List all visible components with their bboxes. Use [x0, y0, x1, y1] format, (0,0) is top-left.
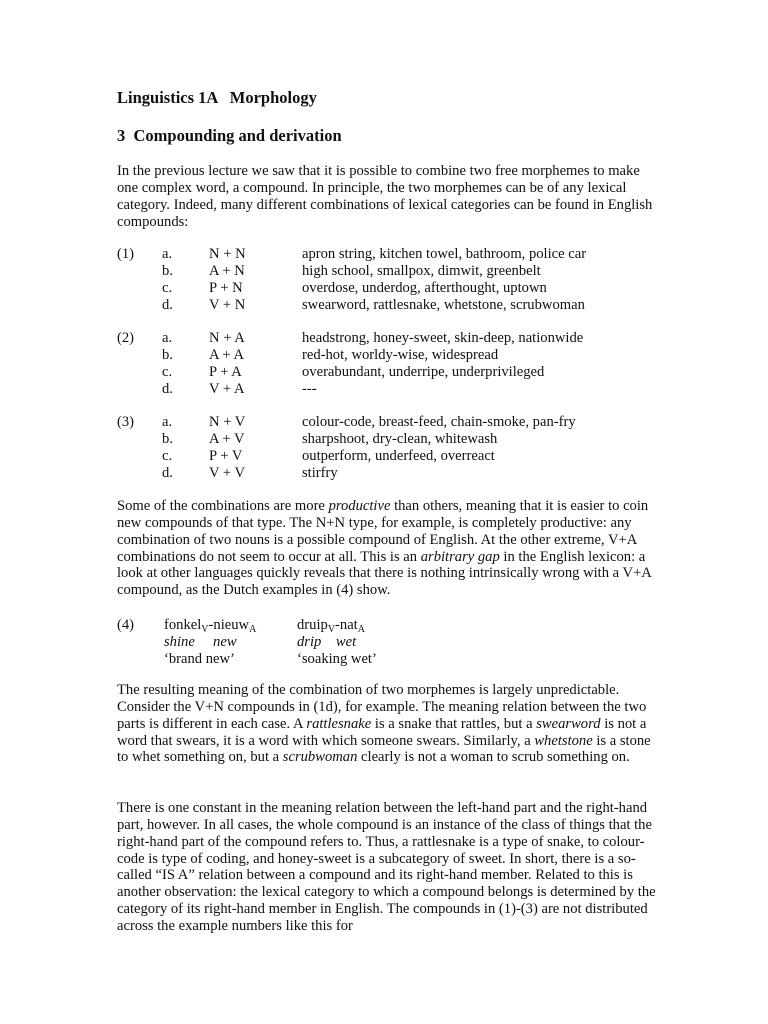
category-pattern: P + N: [209, 279, 243, 296]
category-pattern: V + V: [209, 464, 246, 481]
category-pattern: N + A: [209, 330, 245, 346]
text-run: in the English lexicon: a look at other languages quickly reveals that there is nothing intrinsically wrong with a V+A compound, as the Dutch examples in (4) show.: [117, 548, 652, 599]
gloss: drip wet: [297, 633, 357, 650]
document-title: Linguistics 1A Morphology: [117, 88, 317, 107]
category-pattern: A + V: [209, 430, 245, 447]
text-run: Some of the combinations are more: [117, 498, 329, 514]
text-run: The resulting meaning of the combination of two morphemes is largely unpredictable. Consider the V+N compounds in (1d), for example. The meaning relation between the two parts is different in each case. A: [117, 682, 647, 732]
italic-term: swearword: [536, 715, 601, 732]
category-pattern: P + V: [209, 447, 243, 464]
morpheme: -nat: [335, 617, 358, 633]
example-letter: c.: [162, 447, 173, 464]
section-heading: 3 Compounding and derivation: [117, 126, 342, 145]
text-run: is not a word that swears, it is a word with which someone swears. Similarly, a: [117, 715, 647, 749]
meaning-paragraph: [117, 682, 657, 766]
example-letter: a.: [162, 414, 173, 430]
example-letter: b.: [162, 262, 173, 279]
example-letter: d.: [162, 464, 173, 481]
example-letter: b.: [162, 430, 173, 447]
category-subscript: V: [327, 624, 336, 635]
category-pattern: N + V: [209, 414, 246, 430]
text-run: than others, meaning that it is easier to coin new compounds of that type. The N+N type, for example, is completely productive: any combination of two nouns is a possible compound of English. At the other extreme, V+A combinations do not seem to occur at all. This is an: [117, 498, 649, 565]
example-letter: a.: [162, 330, 173, 346]
category-subscript: A: [357, 624, 365, 635]
example-letter: d.: [162, 380, 173, 397]
category-pattern: V + A: [209, 380, 245, 397]
productivity-paragraph: [117, 498, 657, 599]
translation: ‘brand new’: [164, 650, 235, 667]
example-number: (2): [117, 330, 135, 346]
example-letter: c.: [162, 363, 173, 380]
example-number: (3): [117, 414, 135, 430]
example-words: apron string, kitchen towel, bathroom, police car: [302, 246, 587, 262]
dutch-compound: [297, 617, 365, 634]
example-words: overdose, underdog, afterthought, uptown: [302, 279, 547, 296]
example-number: (4): [117, 617, 135, 633]
gloss: shine new: [164, 633, 237, 650]
italic-term: scrubwoman: [282, 749, 358, 766]
category-pattern: V + N: [209, 296, 246, 313]
morpheme: fonkel: [164, 617, 202, 633]
intro-paragraph: In the previous lecture we saw that it is possible to combine two free morphemes to make one complex word, a compound. In principle, the two morphemes can be of any lexical category. Indeed, many different combinations of lexical categories can be found in English compounds:: [117, 163, 653, 230]
example-words: red-hot, worldy-wise, widespread: [302, 346, 499, 363]
category-subscript: V: [201, 624, 209, 635]
dutch-compound: [164, 617, 256, 634]
text-run: clearly is not a woman to scrub something on.: [357, 749, 630, 766]
example-words: sharpshoot, dry-clean, whitewash: [302, 430, 498, 447]
example-letter: b.: [162, 346, 173, 363]
example-words: overabundant, underripe, underprivileged: [302, 363, 545, 380]
text-run: is a stone to whet something on, but a: [117, 732, 651, 766]
morpheme: druip: [297, 617, 328, 633]
example-letter: a.: [162, 246, 173, 262]
text-run: is a snake that rattles, but a: [371, 715, 537, 732]
example-words: high school, smallpox, dimwit, greenbelt: [302, 262, 541, 279]
translation: ‘soaking wet’: [297, 650, 377, 667]
example-words: stirfry: [302, 464, 338, 481]
italic-term: productive: [328, 498, 391, 514]
italic-term: rattlesnake: [306, 715, 372, 732]
morpheme: -nieuw: [208, 617, 250, 633]
is-a-paragraph: There is one constant in the meaning relation between the left-hand part and the right-hand part, however. In all cases, the whole compound is an instance of the class of things that the right-hand part of the compound refers to. Thus, a rattlesnake is a type of snake, to colour-code is type of coding, and honey-sweet is a subcategory of sweet. In short, there is a so-called “IS A” relation between a compound and its right-hand member. Related to this is another observation: the lexical category to which a compound belongs is determined by the category of its right-hand member in English. The compounds in (1)-(3) are not distributed across the example numbers like this for: [117, 800, 656, 934]
example-words: swearword, rattlesnake, whetstone, scrubwoman: [302, 296, 585, 313]
category-subscript: A: [249, 624, 257, 635]
example-words: headstrong, honey-sweet, skin-deep, nationwide: [302, 330, 584, 346]
example-letter: c.: [162, 279, 173, 296]
category-pattern: A + A: [209, 346, 244, 363]
category-pattern: N + N: [209, 246, 246, 262]
example-letter: d.: [162, 296, 173, 313]
italic-term: whetstone: [534, 732, 593, 749]
example-words: ---: [302, 380, 317, 397]
example-number: (1): [117, 246, 135, 262]
example-words: outperform, underfeed, overreact: [302, 447, 495, 464]
category-pattern: A + N: [209, 262, 245, 279]
italic-term: arbitrary gap: [420, 548, 500, 565]
example-words: colour-code, breast-feed, chain-smoke, pan-fry: [302, 414, 576, 430]
category-pattern: P + A: [209, 363, 242, 380]
